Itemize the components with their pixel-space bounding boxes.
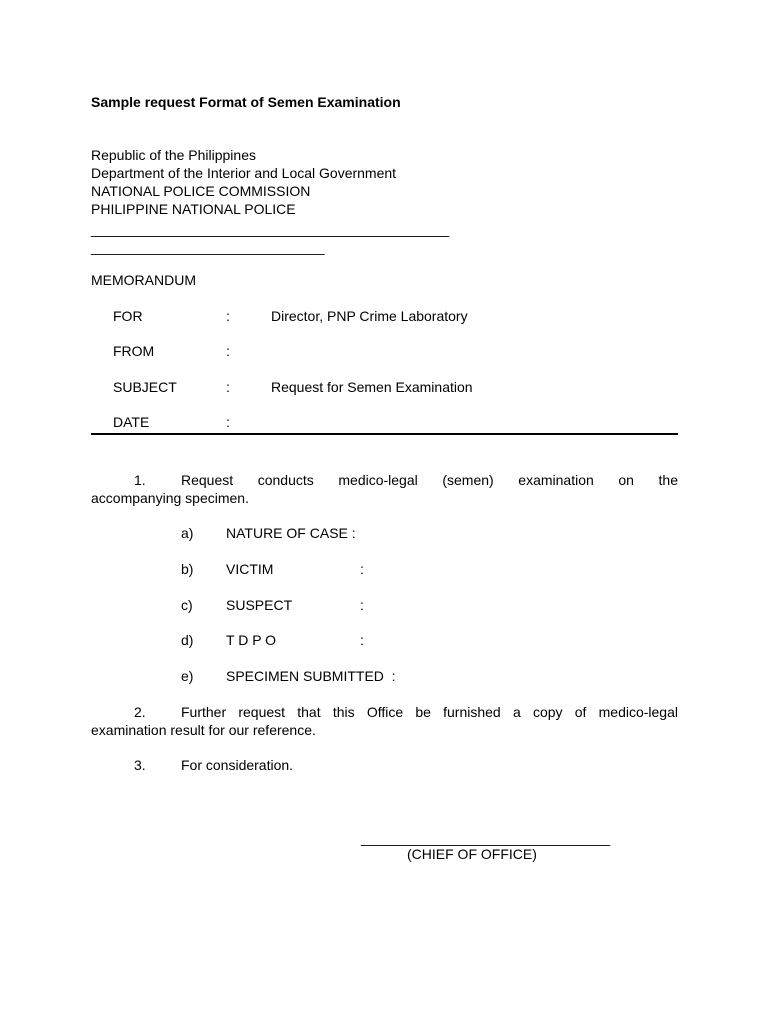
document-title: Sample request Format of Semen Examination [91, 94, 401, 110]
header-divider-rule [91, 433, 678, 435]
paragraph-1-first-line: Request conducts medico-legal (semen) examination on the [181, 472, 678, 488]
item-d-label: T D P O [226, 632, 277, 648]
paragraph-2-continuation: examination result for our reference. [91, 722, 316, 738]
header-blank-line-1: ______________________________________________ [91, 221, 450, 237]
memo-date-colon: : [226, 414, 230, 430]
paragraph-2-first-line: Further request that this Office be furnished a copy of medico-legal [181, 704, 678, 720]
memo-from-colon: : [226, 343, 230, 359]
item-e-letter: e) [181, 668, 194, 684]
memo-date-label: DATE [113, 414, 150, 430]
item-c-colon: : [360, 597, 364, 613]
item-c-label: SUSPECT [226, 597, 293, 613]
header-napolcom: NATIONAL POLICE COMMISSION [91, 183, 311, 199]
memo-for-label: FOR [113, 308, 143, 324]
item-c-letter: c) [181, 597, 193, 613]
item-d-colon: : [360, 632, 364, 648]
item-a-letter: a) [181, 525, 194, 541]
paragraph-3-number: 3. [134, 757, 146, 773]
paragraph-1-number: 1. [134, 472, 146, 488]
signature-line: ________________________________ [361, 830, 611, 846]
paragraph-2-number: 2. [134, 704, 146, 720]
item-e-label: SPECIMEN SUBMITTED : [226, 668, 396, 684]
item-a-label: NATURE OF CASE : [226, 525, 356, 541]
header-pnp: PHILIPPINE NATIONAL POLICE [91, 201, 296, 217]
memo-subject-label: SUBJECT [113, 379, 177, 395]
item-b-letter: b) [181, 561, 194, 577]
header-republic: Republic of the Philippines [91, 147, 256, 163]
memo-for-colon: : [226, 308, 230, 324]
memo-subject-value: Request for Semen Examination [271, 379, 473, 395]
memo-from-label: FROM [113, 343, 155, 359]
memorandum-label: MEMORANDUM [91, 272, 196, 288]
header-blank-line-2: ______________________________ [91, 239, 325, 255]
memo-subject-colon: : [226, 379, 230, 395]
header-department: Department of the Interior and Local Government [91, 165, 397, 181]
paragraph-1-continuation: accompanying specimen. [91, 490, 249, 506]
paragraph-3-text: For consideration. [181, 757, 294, 773]
item-b-colon: : [360, 561, 364, 577]
signature-title: (CHIEF OF OFFICE) [407, 846, 537, 862]
memo-for-value: Director, PNP Crime Laboratory [271, 308, 468, 324]
item-b-label: VICTIM [226, 561, 274, 577]
item-d-letter: d) [181, 632, 194, 648]
